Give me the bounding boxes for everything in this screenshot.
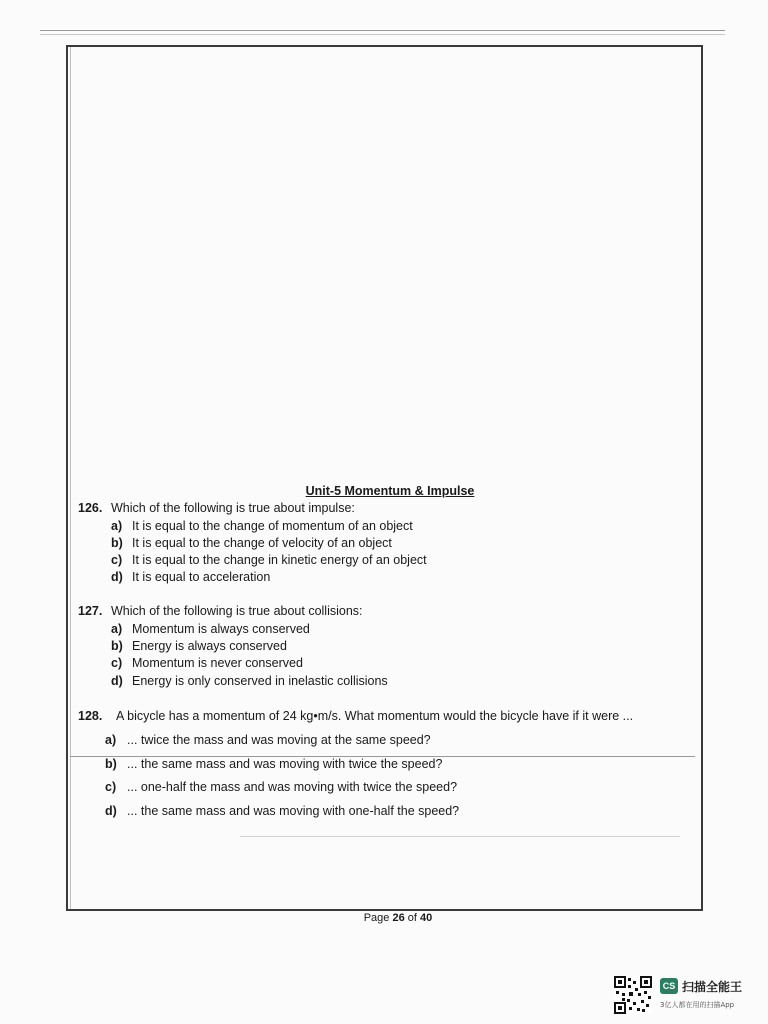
question-127	[78, 604, 363, 618]
option-label: a)	[111, 622, 123, 636]
page-footer	[0, 912, 768, 924]
option-126-c	[111, 553, 427, 567]
footer-of: of	[404, 912, 421, 924]
footer-total-pages: 40	[420, 912, 433, 924]
option-text: Energy is always conserved	[132, 639, 287, 653]
question-number: 127.	[78, 604, 103, 618]
option-text: Momentum is never conserved	[132, 656, 303, 670]
camscanner-name: 扫描全能王	[682, 980, 743, 994]
question-text: Which of the following is true about impulse:	[111, 501, 355, 515]
scan-top-rule	[40, 30, 725, 31]
question-number: 128.	[78, 709, 103, 723]
option-127-b	[111, 639, 287, 653]
option-label: d)	[111, 674, 123, 688]
option-label: b)	[111, 536, 123, 550]
option-label: b)	[105, 757, 117, 771]
option-128-c	[105, 780, 457, 794]
footer-prefix: Page	[363, 912, 393, 924]
question-128	[78, 709, 633, 723]
option-text: ... the same mass and was moving with twice the speed?	[127, 757, 443, 771]
option-128-a	[105, 733, 431, 747]
option-text: It is equal to the change in kinetic energy of an object	[132, 553, 427, 567]
option-128-d	[105, 804, 459, 818]
page-frame-inner-line	[70, 47, 71, 909]
camscanner-logo-icon: CS	[660, 978, 678, 994]
option-label: b)	[111, 639, 123, 653]
qr-code-icon	[614, 976, 652, 1014]
option-label: c)	[111, 656, 123, 670]
option-label: d)	[111, 570, 123, 584]
option-label: d)	[105, 804, 117, 818]
option-text: It is equal to acceleration	[132, 570, 271, 584]
option-text: It is equal to the change of velocity of an object	[132, 536, 392, 550]
option-label: c)	[105, 780, 117, 794]
option-text: ... twice the mass and was moving at the same speed?	[127, 733, 431, 747]
option-label: a)	[111, 519, 123, 533]
option-label: a)	[105, 733, 117, 747]
option-127-c	[111, 656, 303, 670]
camscanner-tagline: 3亿人都在用的扫描App	[660, 1001, 735, 1009]
question-126	[78, 501, 355, 515]
question-number: 126.	[78, 501, 103, 515]
scan-top-rule-2	[40, 34, 725, 35]
scan-artifact-line	[240, 836, 680, 837]
option-text: ... the same mass and was moving with one-half the speed?	[127, 804, 460, 818]
option-text: ... one-half the mass and was moving with twice the speed?	[127, 780, 458, 794]
option-text: Momentum is always conserved	[132, 622, 310, 636]
option-label: c)	[111, 553, 123, 567]
unit-title: Unit-5 Momentum & Impulse	[305, 484, 475, 498]
option-126-d	[111, 570, 270, 584]
footer-current-page: 26	[392, 912, 405, 924]
question-text: A bicycle has a momentum of 24 kg•m/s. What momentum would the bicycle have if it were ...	[116, 709, 634, 723]
option-128-b	[105, 757, 442, 771]
option-126-b	[111, 536, 392, 550]
option-127-a	[111, 622, 310, 636]
option-text: Energy is only conserved in inelastic collisions	[132, 674, 388, 688]
option-126-a	[111, 519, 413, 533]
option-text: It is equal to the change of momentum of an object	[132, 519, 413, 533]
question-text: Which of the following is true about collisions:	[111, 604, 363, 618]
option-127-d	[111, 674, 388, 688]
